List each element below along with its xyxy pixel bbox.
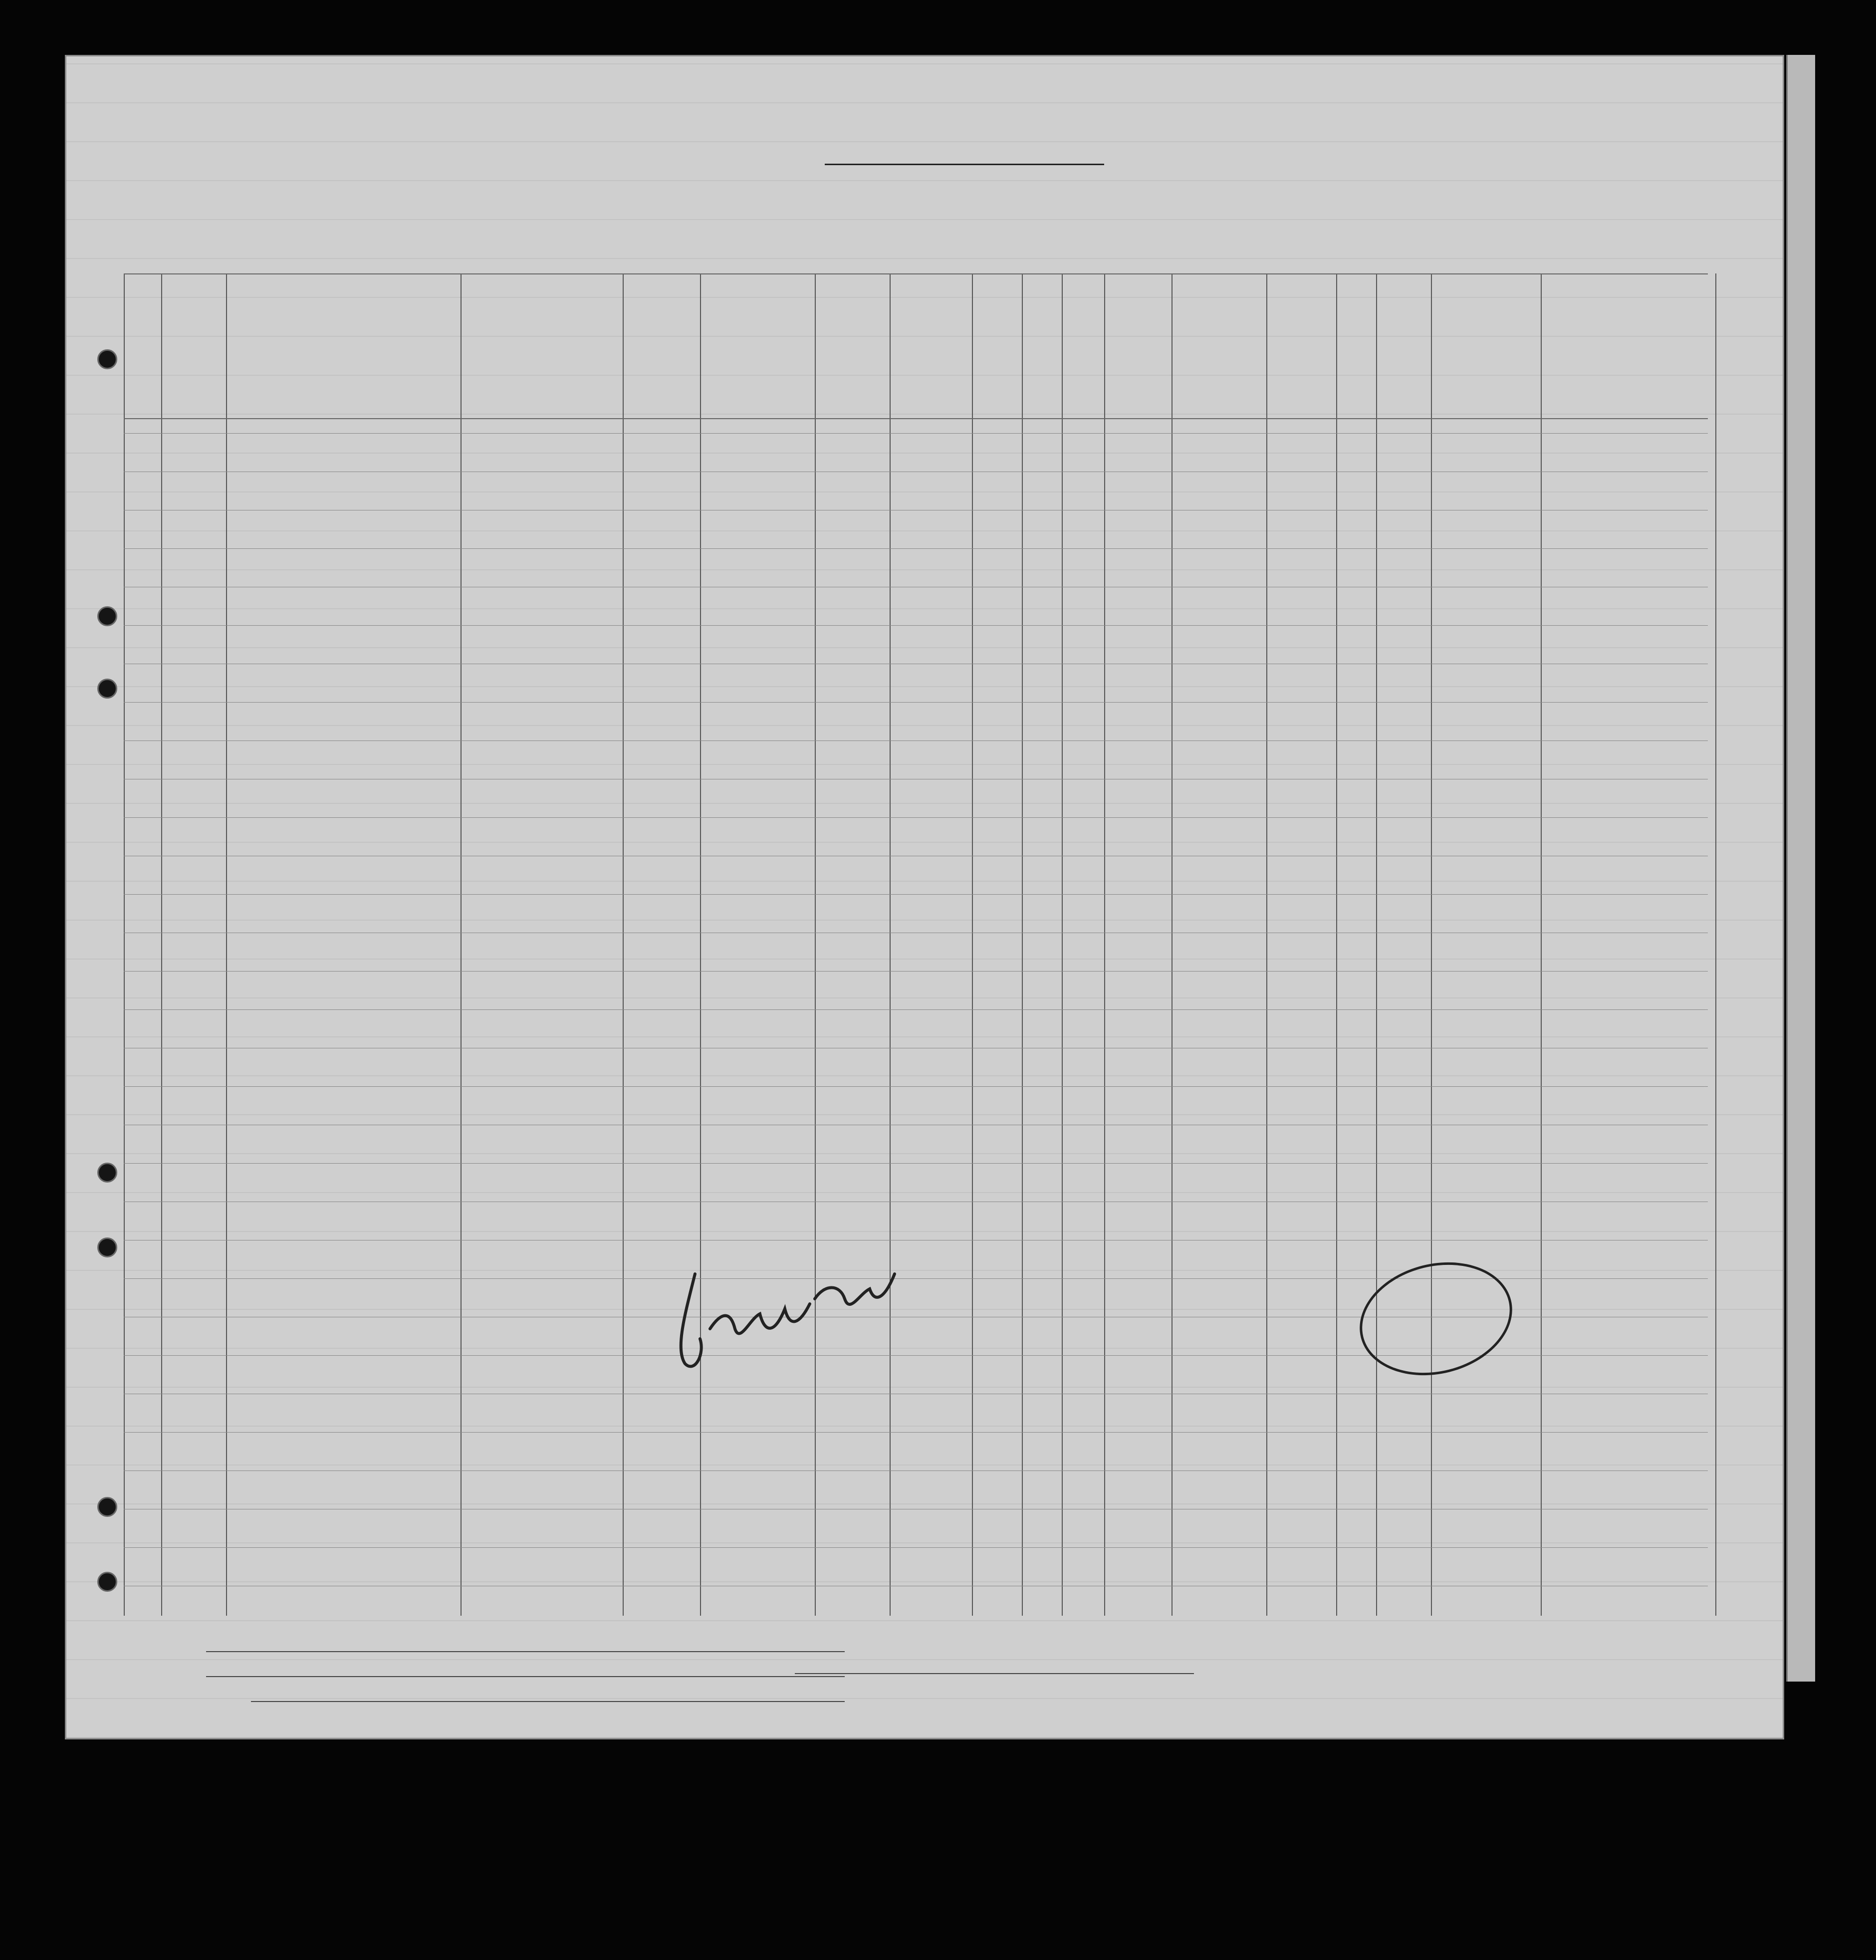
row-rule — [124, 1163, 1708, 1164]
column-rule — [1104, 273, 1105, 1616]
stamp-date — [1361, 1289, 1506, 1326]
row-rule — [124, 1470, 1708, 1471]
crew-table — [66, 273, 1783, 1616]
column-rule — [1376, 273, 1377, 1616]
row-rule — [124, 1547, 1708, 1548]
row-rule — [124, 625, 1708, 626]
row-rule — [124, 971, 1708, 972]
row-rule — [124, 1086, 1708, 1087]
column-rule — [890, 273, 891, 1616]
title-rule — [825, 164, 1104, 165]
column-rule — [226, 273, 227, 1616]
row-rule — [124, 740, 1708, 741]
punch-hole — [97, 1163, 117, 1183]
punch-hole — [97, 679, 117, 699]
column-rule — [1022, 273, 1023, 1616]
column-rule — [623, 273, 624, 1616]
punch-hole — [97, 1497, 117, 1517]
signature — [665, 1254, 925, 1384]
column-rule — [815, 273, 816, 1616]
column-rule — [1336, 273, 1337, 1616]
punch-hole — [97, 1237, 117, 1257]
footer-line-rule — [206, 1651, 845, 1652]
row-rule — [124, 894, 1708, 895]
column-rule — [161, 273, 162, 1616]
row-rule — [124, 548, 1708, 549]
column-rule — [1062, 273, 1063, 1616]
footer-agents-rule — [251, 1701, 845, 1702]
column-rule — [1541, 273, 1542, 1616]
header-top-rule — [124, 273, 1708, 274]
column-rule — [1266, 273, 1267, 1616]
row-rule — [124, 1009, 1708, 1010]
column-rule — [124, 273, 125, 1616]
row-rule — [124, 433, 1708, 434]
column-rule — [461, 273, 462, 1616]
punch-hole — [97, 349, 117, 369]
inspector-signature-rule — [795, 1673, 1194, 1674]
column-rule — [1431, 273, 1432, 1616]
punch-hole — [97, 1572, 117, 1592]
column-rule — [700, 273, 701, 1616]
row-rule — [124, 1432, 1708, 1433]
row-rule — [124, 817, 1708, 818]
header-bottom-rule — [124, 418, 1708, 419]
manifest-sheet — [65, 55, 1784, 1739]
punch-hole — [97, 606, 117, 626]
footer-owners-rule — [206, 1676, 845, 1677]
column-rule — [1715, 273, 1716, 1616]
column-rule — [972, 273, 973, 1616]
row-rule — [124, 702, 1708, 703]
sheet-edge-strip — [1786, 55, 1815, 1682]
